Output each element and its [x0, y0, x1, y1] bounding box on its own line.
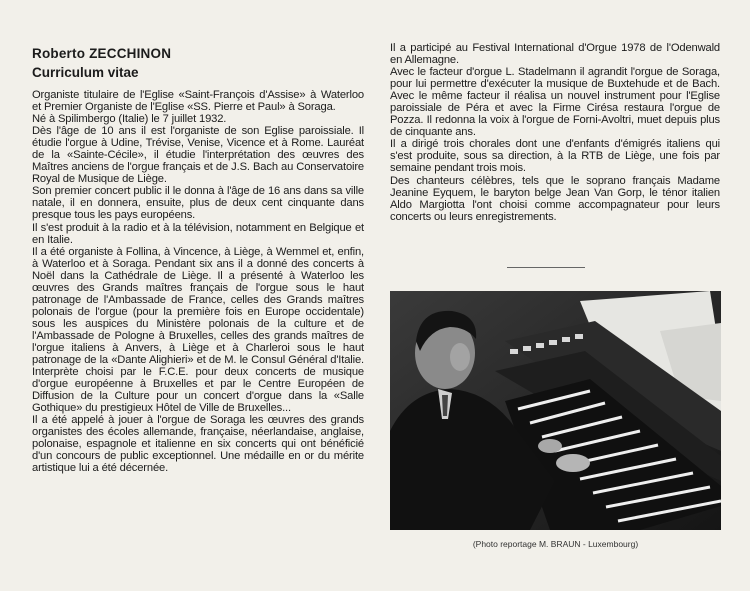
document-title: Curriculum vitae: [32, 65, 139, 80]
author-name: Roberto ZECCHINON: [32, 46, 172, 61]
paragraph: Des chanteurs célèbres, tels que le soprano français Madame Jeanine Eyquem, le baryton belge Jean Van Gorp, le ténor italien Aldo Margiotta l'ont choisi comme accompagnateur pour leurs concerts ou leurs enregistrements.: [390, 174, 720, 223]
paragraph: Il a dirigé trois chorales dont une d'enfants d'émigrés italiens qui s'est produite, sous sa direction, à la RTB de Liège, une fois par semaine pendant trois mois.: [390, 138, 720, 175]
right-column: [390, 42, 720, 223]
left-column: [32, 46, 364, 475]
paragraph: Il s'est produit à la radio et à la télévision, notamment en Belgique et en Italie.: [32, 221, 364, 246]
paragraph: Dès l'âge de 10 ans il est l'organiste de son Eglise paroissiale. Il étudie l'orgue à Udine, Trévise, Venise, Vicence et à Rome. Lauréat de la «Sainte-Cécile», il étudie l'interprétation des œuvres des Maîtres anciens de l'orgue français et de J.S. Bach au Conservatoire Royal de Musique de Liège.: [32, 125, 364, 186]
divider: [507, 267, 585, 268]
paragraph: Organiste titulaire de l'Eglise «Saint-François d'Assise» à Waterloo et Premier Organiste de l'Eglise «SS. Pierre et Paul» à Soraga.: [32, 89, 364, 114]
paragraph: Son premier concert public il le donna à l'âge de 16 ans dans sa ville natale, il en donnera, ensuite, plus de deux cent cinquante dans presque tous les pays européens.: [32, 185, 364, 222]
paragraph: Il a été appelé à jouer à l'orgue de Soraga les œuvres des grands organistes des écoles allemande, française, néerlandaise, anglaise, polonaise, espagnole et italienne en six concerts qui ont bénéficié d'un concours de public exceptionnel. Une médaille en or du mérite artistique lui a été décernée.: [32, 414, 364, 475]
paragraph: Né à Spilimbergo (Italie) le 7 juillet 1932.: [32, 113, 227, 126]
paragraph: Il a été organiste à Follina, à Vincence, à Liège, à Wemmel et, enfin, à Waterloo et à Soraga. Pendant six ans il a donné des concerts à Noël dans la Cathédrale de Liège. Il a présenté à Waterloo les œuvres des Grands maîtres français de l'orgue sous le haut patronage de l'Ambassade de France, celles des Grands maîtres polonais de l'orgue (pour la première fois en Europe occidentale) sous les auspices du Ministère polonais de la culture et de l'Ambassade de Pologne à Bruxelles, celles des grands maîtres de l'orgue italiens à Anvers, à Liège et à Charleroi sous le haut patronage de la «Dante Alighieri» et de M. le Consul Général d'Italie. Interprète choisi par le F.C.E. pour deux concerts de musique d'orgue européenne à Bruxelles et par le Centre Européen de Diffusion de la Culture pour un concert d'orgue dans la «Salle Gothique» du prestigieux Hôtel de Ville de Bruxelles...: [32, 245, 364, 415]
paragraph: Avec le facteur d'orgue L. Stadelmann il agrandit l'orgue de Soraga, pour lui permettre d'exécuter la musique de Buxtehude et de Bach. Avec le même facteur il réalisa un nouvel instrument pour l'Eglise paroissiale de Péra et avec la Firme Cirésa restaura l'orgue de Pozza. Il redonna la voix à l'orgue de Forni-Avoltri, muet depuis plus de cinquante ans.: [390, 66, 720, 139]
organist-photo: [390, 291, 721, 530]
photo-caption: (Photo reportage M. BRAUN - Luxembourg): [472, 539, 639, 549]
paragraph: Il a participé au Festival International d'Orgue 1978 de l'Odenwald en Allemagne.: [390, 42, 720, 67]
